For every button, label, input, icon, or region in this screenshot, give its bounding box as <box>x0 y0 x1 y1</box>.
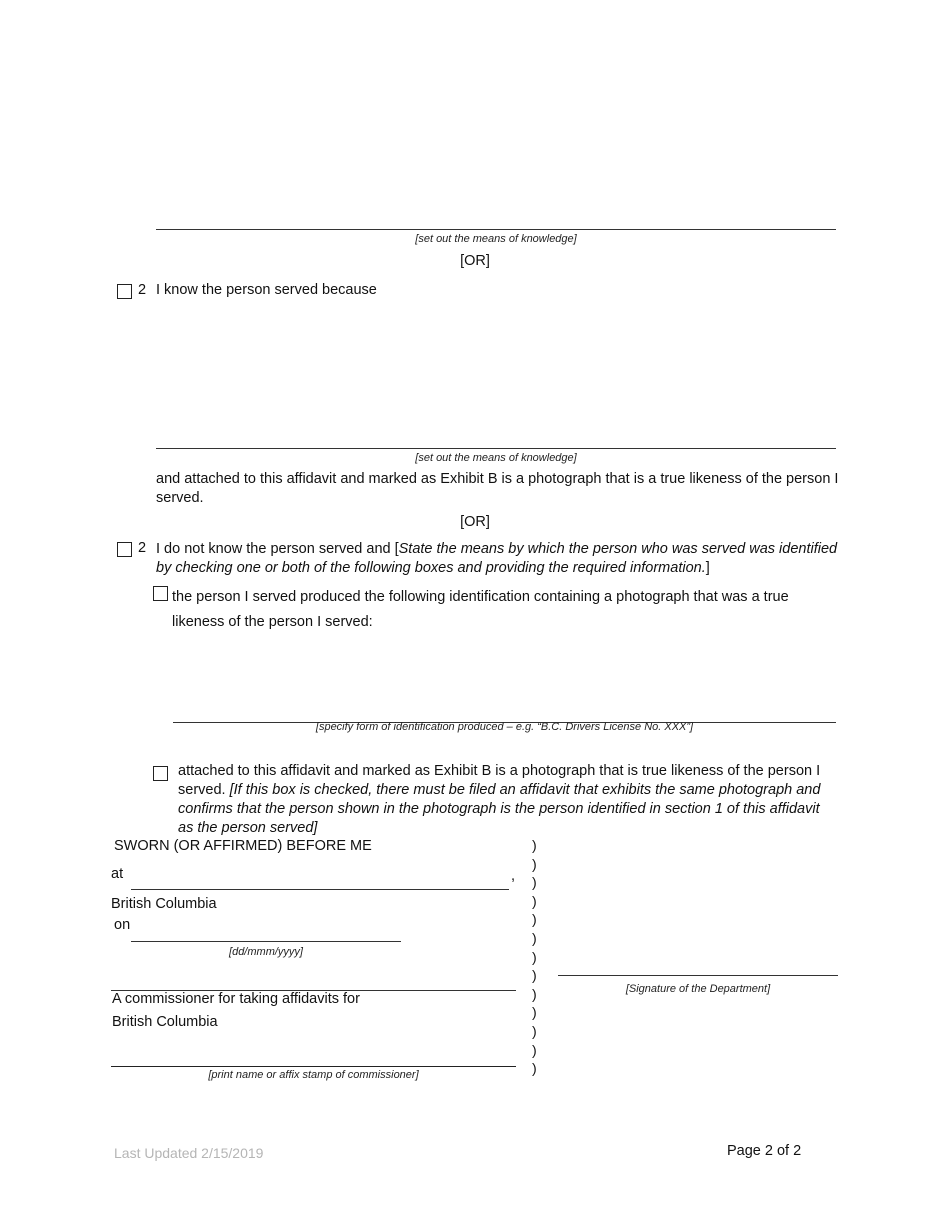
id-produced-caption: [specify form of identification produced – e.g. “B.C. Drivers License No. XXX”] <box>315 721 694 733</box>
know-person-checkbox[interactable] <box>117 284 132 299</box>
date-line[interactable] <box>131 941 401 942</box>
paren-12: ) <box>532 1041 537 1058</box>
paren-8: ) <box>532 967 537 984</box>
province-label: British Columbia <box>111 896 217 912</box>
photo-attached-text-italic: [If this box is checked, there must be filed an affidavit that exhibits the same photograph and confirms that the person shown in the photograph is the person identified in section 1 of this affidavit as the person served] <box>178 782 821 836</box>
know-person-text: I know the person served because <box>156 282 377 298</box>
id-produced-checkbox[interactable] <box>153 586 168 601</box>
know-person-number: 2 <box>138 282 147 298</box>
paren-1: ) <box>532 837 537 853</box>
photo-attached-checkbox[interactable] <box>153 766 168 781</box>
sworn-label: SWORN (OR AFFIRMED) BEFORE ME <box>114 838 372 854</box>
not-know-person-text <box>156 540 846 578</box>
on-label: on <box>114 917 131 933</box>
page-number: Page 2 of 2 <box>727 1143 802 1159</box>
commissioner-name-line[interactable] <box>111 1066 516 1067</box>
at-comma: , <box>511 868 516 884</box>
knowledge-caption-2: [set out the means of knowledge] <box>415 452 577 464</box>
or-label-2: [OR] <box>460 514 490 530</box>
paren-3: ) <box>532 874 537 891</box>
not-know-text-italic: State the means by which the person who was served was identified by checking one or both of the following boxes and providing the required information. <box>156 541 838 576</box>
date-caption: [dd/mmm/yyyy] <box>229 946 303 958</box>
id-produced-text: the person I served produced the following identification containing a photograph that was a true likeness of the person I served: <box>172 589 789 630</box>
at-location-line[interactable] <box>131 889 509 890</box>
not-know-person-number: 2 <box>138 540 147 556</box>
not-know-text-end: ] <box>705 560 710 576</box>
photo-attached-text <box>178 762 833 838</box>
paren-9: ) <box>532 985 537 1002</box>
paren-2: ) <box>532 855 537 872</box>
paren-10: ) <box>532 1004 537 1021</box>
or-label-1: [OR] <box>460 253 490 269</box>
last-updated: Last Updated 2/15/2019 <box>114 1145 264 1161</box>
paren-6: ) <box>532 930 537 946</box>
paren-5: ) <box>532 911 537 928</box>
commissioner-line2: British Columbia <box>112 1014 218 1030</box>
knowledge-caption-1: [set out the means of knowledge] <box>415 233 577 245</box>
not-know-text-plain: I do not know the person served and [ <box>156 541 399 557</box>
department-signature-line[interactable] <box>558 975 838 976</box>
department-signature-caption: [Signature of the Department] <box>625 983 771 995</box>
knowledge-line-1[interactable] <box>156 229 836 230</box>
commissioner-line1: A commissioner for taking affidavits for <box>112 991 360 1007</box>
photo-attached-text-plain: attached to this affidavit and marked as Exhibit B is a photograph that is true likeness of the person I served. <box>178 763 821 798</box>
paren-11: ) <box>532 1023 537 1039</box>
at-label: at <box>111 866 124 882</box>
paren-7: ) <box>532 948 537 965</box>
paren-13: ) <box>532 1060 537 1077</box>
not-know-person-checkbox[interactable] <box>117 542 132 557</box>
commissioner-caption: [print name or affix stamp of commissioner] <box>208 1069 419 1081</box>
paren-4: ) <box>532 892 537 909</box>
knowledge-line-2[interactable] <box>156 448 836 449</box>
exhibit-b-text: and attached to this affidavit and marked as Exhibit B is a photograph that is a true likeness of the person I served. <box>156 471 839 506</box>
